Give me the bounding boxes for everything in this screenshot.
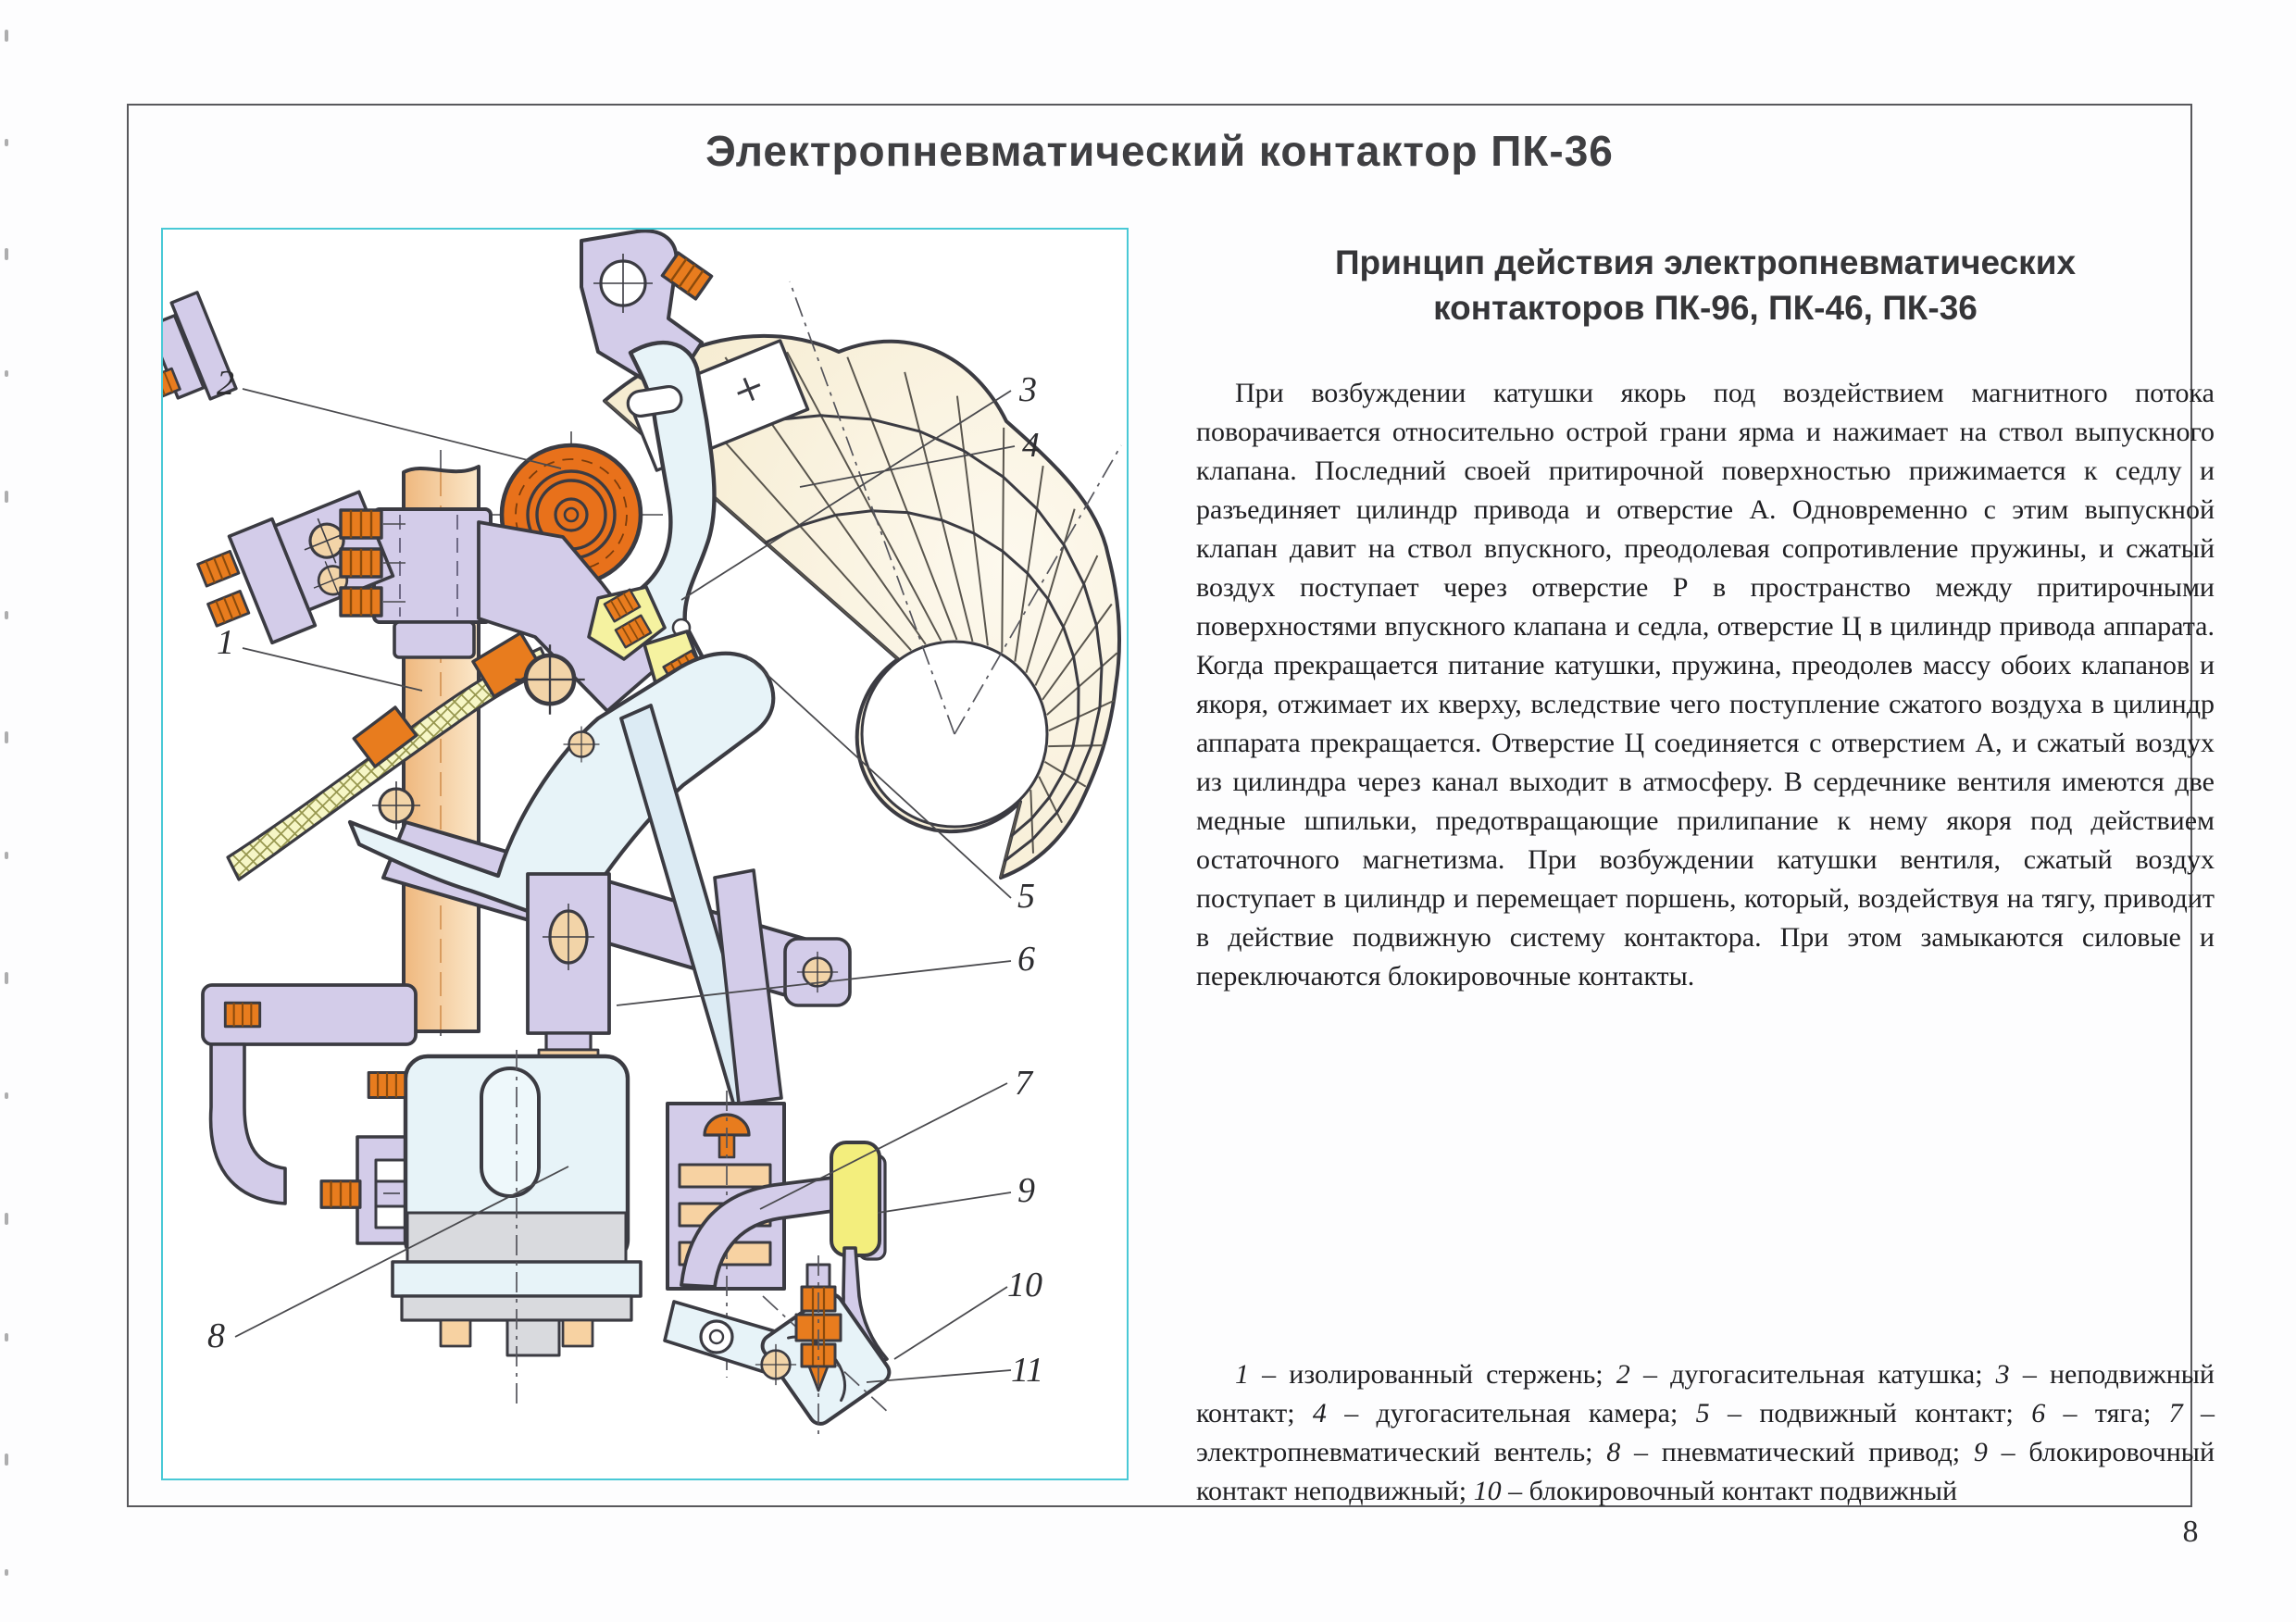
page-frame bbox=[127, 104, 2215, 1507]
legend-item-number: 9 bbox=[1973, 1437, 1988, 1467]
pneumatic-drive bbox=[368, 1050, 641, 1404]
article-column bbox=[1196, 228, 2215, 1506]
heading-line-1: Принцип действия электропневматических bbox=[1334, 243, 2077, 281]
scan-mark bbox=[5, 248, 8, 260]
page-title: Электропневматический контактор ПК-36 bbox=[705, 127, 1614, 175]
figure-legend: 1 – изолированный стержень; 2 – дугогасительная катушка; 3 – неподвижный контакт; 4 – дугогасительная камера; 5 – подвижный контакт; 6 – тяга; 7 – электропневматический вентель; 8 – пневматический привод; 9 – блокировочный контакт неподвижный; 10 – блокировочный контакт подвижный bbox=[1196, 1359, 2215, 1506]
callout-1: 1 bbox=[217, 623, 234, 662]
scan-mark bbox=[5, 1569, 8, 1576]
scan-mark bbox=[5, 30, 8, 42]
scan-mark bbox=[5, 1092, 8, 1099]
scan-mark bbox=[5, 1454, 8, 1466]
article-body: При возбуждении катушки якорь под воздействием магнитного потока поворачивается относительно острой грани ярма и нажимает на ствол выпускного клапана. Последний своей притирочной поверхностью прижимается к седлу и разъединяет цилиндр привода и отверстие А. Одновременно с этим выпускной клапан давит на ствол впускного, преодолевая сопротивление пружины, и сжатый воздух поступает через отверстие Р в пространство между притирочными поверхностями впускного клапана и седла, отверстие Ц в цилиндр привода аппарата. Когда прекращается питание катушки, пружина, преодолев массу обоих клапанов и якоря, отжимает их кверху, вследствие чего поступление сжатого воздуха в цилиндр аппарата прекращается. Отверстие Ц соединяется с отверстием А, и сжатый воздух из цилиндра через канал выходит в атмосферу. В сердечнике вентиля имеются две медные шпильки, предотвращающие прилипание к нему якоря под действием остаточного магнетизма. При возбуждении катушки вентиля, сжатый воздух поступает в цилиндр и перемещает поршень, который, воздействуя на тягу, приводит в действие подвижную систему контактора. При этом замыкаются силовые и переключаются блокировочные контакты. bbox=[1196, 377, 2215, 992]
callout-7: 7 bbox=[1015, 1064, 1032, 1103]
scan-mark bbox=[5, 139, 8, 146]
scan-mark bbox=[5, 731, 8, 743]
scan-mark bbox=[5, 852, 8, 859]
terminal-upper bbox=[163, 293, 236, 422]
article-heading bbox=[1196, 241, 2215, 331]
legend-item-number: 1 bbox=[1235, 1359, 1249, 1390]
callout-6: 6 bbox=[1017, 940, 1035, 979]
callout-4: 4 bbox=[1022, 426, 1040, 465]
legend-item-number: 5 bbox=[1695, 1398, 1710, 1429]
scan-mark bbox=[5, 972, 8, 984]
scan-mark bbox=[5, 491, 8, 503]
scan-mark bbox=[5, 370, 8, 377]
callout-8: 8 bbox=[207, 1316, 225, 1355]
figure-box bbox=[161, 228, 1129, 1480]
legend-item-number: 3 bbox=[1995, 1359, 2010, 1390]
callout-2: 2 bbox=[217, 364, 234, 403]
scan-mark bbox=[5, 611, 8, 619]
callout-9: 9 bbox=[1017, 1171, 1035, 1210]
contactor-diagram bbox=[163, 230, 1127, 1479]
callout-10: 10 bbox=[1007, 1266, 1042, 1304]
legend-item-number: 6 bbox=[2031, 1398, 2046, 1429]
legend-item-number: 4 bbox=[1312, 1398, 1327, 1429]
callout-5: 5 bbox=[1017, 877, 1035, 916]
callout-3: 3 bbox=[1019, 370, 1037, 409]
legend-item-number: 8 bbox=[1606, 1437, 1621, 1467]
fixed-block-contact bbox=[831, 1142, 880, 1255]
lower-column bbox=[528, 874, 609, 1061]
page-number: 8 bbox=[2182, 1515, 2199, 1549]
scan-mark bbox=[5, 1333, 8, 1341]
scan-mark bbox=[5, 1213, 8, 1225]
legend-item-number: 2 bbox=[1616, 1359, 1630, 1390]
callout-11: 11 bbox=[1011, 1351, 1044, 1390]
legend-item-number: 10 bbox=[1473, 1476, 1502, 1506]
heading-line-2: контакторов ПК-96, ПК-46, ПК-36 bbox=[1433, 288, 1978, 327]
legend-item-number: 7 bbox=[2168, 1398, 2183, 1429]
